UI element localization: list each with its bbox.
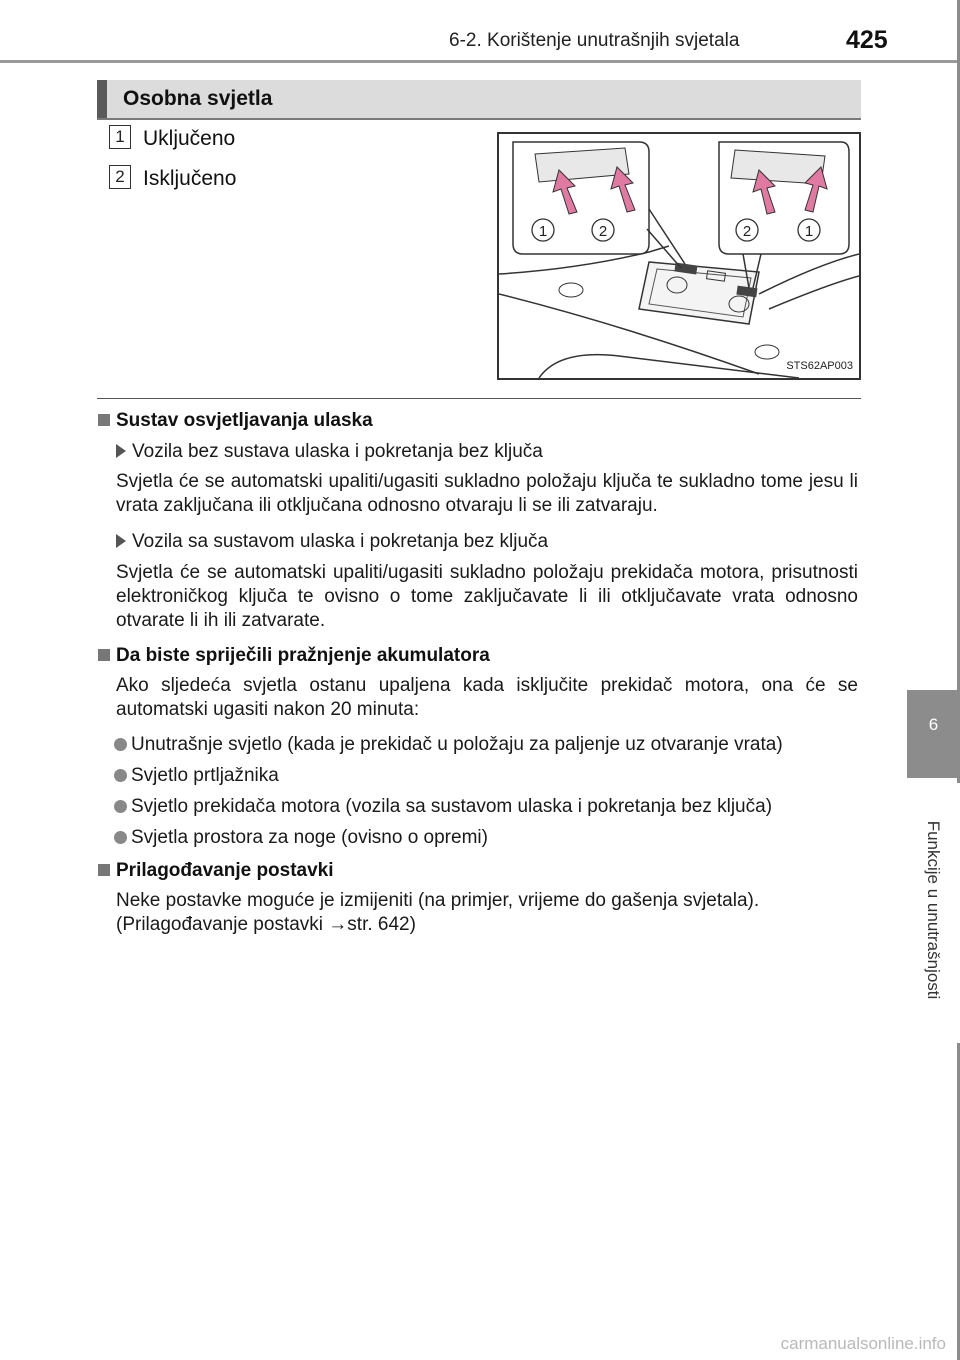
section-divider (97, 398, 861, 399)
page-number: 425 (846, 26, 888, 54)
arrow-right-icon: → (328, 914, 348, 935)
item-number-badge: 2 (109, 165, 131, 189)
variant-a-title-text: Vozila bez sustava ulaska i pokretanja bez ključa (132, 441, 543, 462)
battery-bullet (114, 795, 860, 819)
item-label-off: Isključeno (143, 167, 237, 190)
item-label-on: Uključeno (143, 127, 236, 150)
chapter-tab-label: Funkcije u unutrašnjosti (924, 820, 943, 1000)
battery-bullet (114, 826, 856, 850)
header-divider (0, 60, 960, 63)
square-bullet-icon (98, 414, 110, 426)
square-bullet-icon (98, 864, 110, 876)
section-title: Osobna svjetla (123, 87, 273, 110)
customization-reference (116, 913, 858, 937)
header-section-title: 6-2. Korištenje unutrašnjih svjetala (449, 30, 740, 51)
customization-heading-text: Prilagođavanje postavki (116, 860, 334, 881)
customization-text: Neke postavke moguće je izmijeniti (na primjer, vrijeme do gašenja svjetala). (116, 890, 760, 911)
battery-bullet-text: Svjetlo prtljažnika (131, 765, 279, 786)
item-number-badge: 1 (109, 125, 131, 149)
round-bullet-icon (114, 769, 127, 782)
customization-heading (98, 860, 334, 882)
callout-label: 1 (804, 223, 814, 240)
battery-bullet (114, 733, 860, 757)
variant-b-title-text: Vozila sa sustavom ulaska i pokretanja bez ključa (132, 531, 549, 552)
personal-light-drawing (499, 134, 859, 378)
illustration-code: STS62AP003 (786, 360, 853, 372)
battery-bullet-text: Svjetlo prekidača motora (vozila sa sustavom ulaska i pokretanja bez ključa) (131, 796, 773, 817)
battery-heading-text: Da biste spriječili pražnjenje akumulatora (116, 645, 490, 666)
variant-a-title (116, 440, 858, 464)
round-bullet-icon (114, 831, 127, 844)
variant-b-text: Svjetla će se automatski upaliti/ugasiti sukladno položaju prekidača motora, prisutnosti elektroničkog ključa te ovisno o tome zaključavate li ili otključavate vrata odnosno otvarate li ih ili zatvarate. (116, 562, 858, 631)
square-bullet-icon (98, 649, 110, 661)
battery-bullet-text: Unutrašnje svjetlo (kada je prekidač u položaju za paljenje uz otvaranje vrata) (131, 734, 783, 755)
variant-a-text: Svjetla će se automatski upaliti/ugasiti sukladno položaju ključa te sukladno tome jesu li vrata zaključana ili otključana odnosno otvaraju li se ili zatvaraju. (116, 471, 858, 516)
triangle-bullet-icon (116, 444, 126, 458)
callout-label: 2 (598, 223, 608, 240)
reference-prefix: (Prilagođavanje postavki (116, 914, 329, 935)
variant-b-title (116, 530, 858, 554)
entry-system-heading (98, 410, 373, 432)
section-title-underline (97, 118, 861, 120)
round-bullet-icon (114, 800, 127, 813)
reference-page: str. 642) (347, 914, 416, 935)
battery-intro: Ako sljedeća svjetla ostanu upaljena kada isključite prekidač motora, ona će se automatski ugasiti nakon 20 minuta: (116, 675, 858, 720)
callout-label: 2 (742, 223, 752, 240)
entry-system-heading-text: Sustav osvjetljavanja ulaska (116, 410, 373, 431)
personal-light-illustration (497, 132, 861, 380)
section-title-bar (97, 80, 861, 118)
callout-label: 1 (538, 223, 548, 240)
triangle-bullet-icon (116, 534, 126, 548)
watermark: carmanualsonline.info (780, 1334, 946, 1353)
battery-heading (98, 645, 490, 667)
battery-bullet (114, 764, 856, 788)
chapter-tab-number: 6 (907, 690, 960, 778)
round-bullet-icon (114, 738, 127, 751)
battery-bullet-text: Svjetla prostora za noge (ovisno o opremi) (131, 827, 488, 848)
